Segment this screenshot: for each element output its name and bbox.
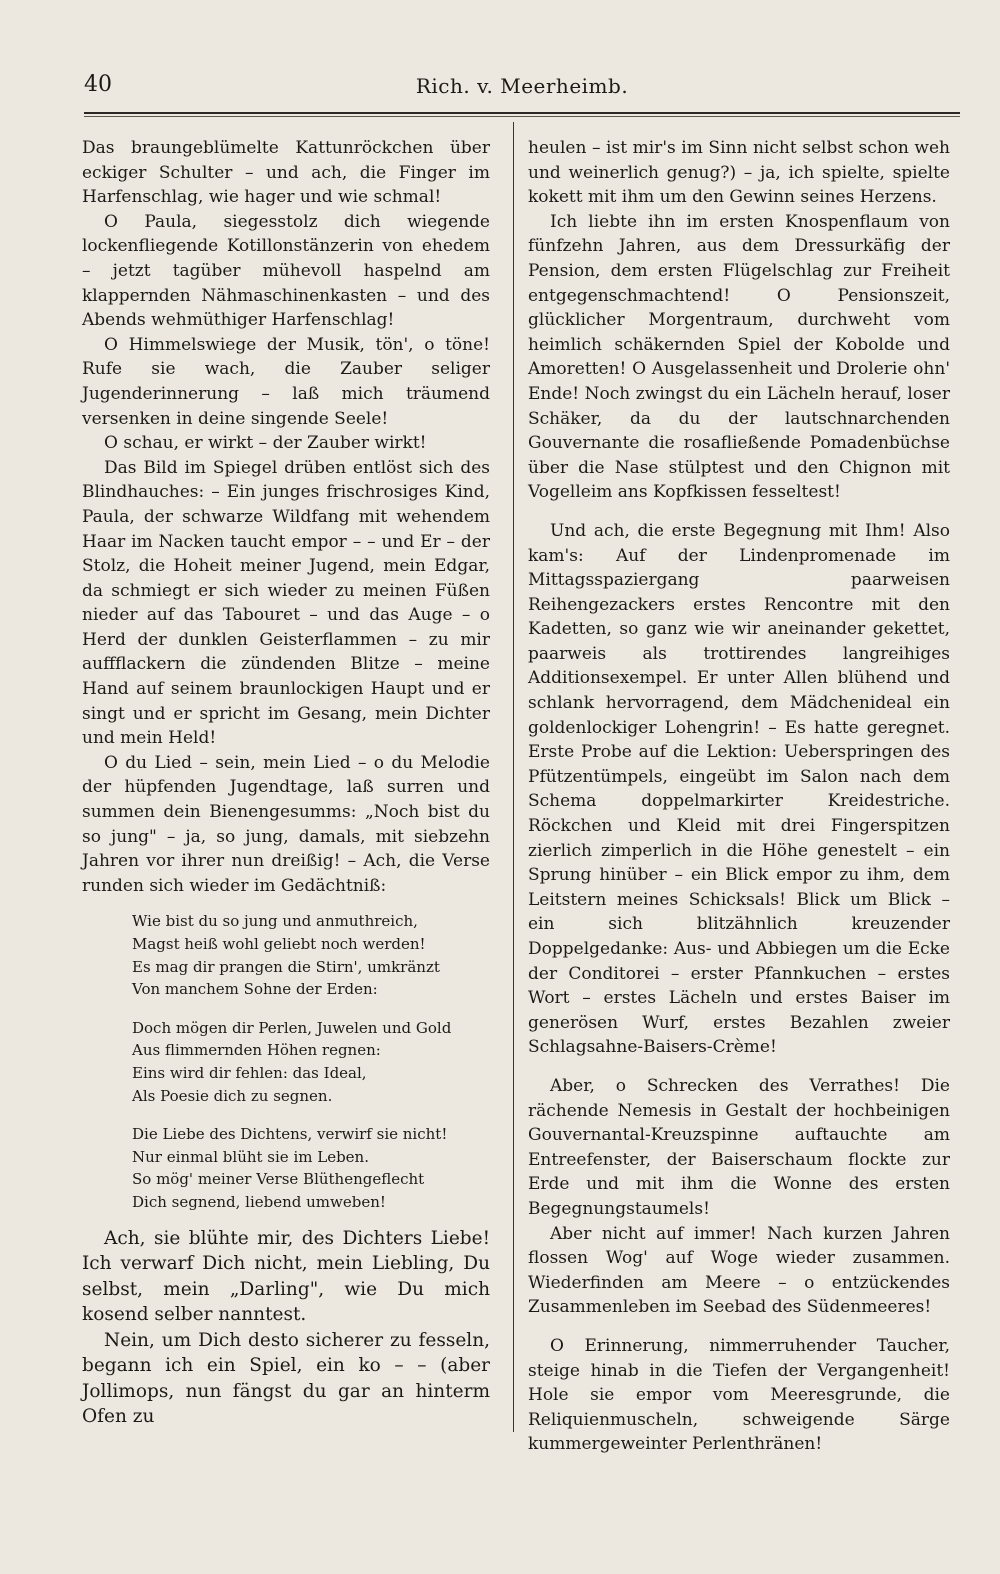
poem-stanza: [132, 910, 490, 1000]
paragraph: Aber nicht auf immer! Nach kurzen Jahren flossen Wog' auf Woge wieder zusammen. Wiederfinden am Meere – o entzückendes Zusammenleben im Seebad des Südenmeeres!: [528, 1223, 950, 1318]
paragraph: Ich liebte ihn im ersten Knospenflaum von fünfzehn Jahren, aus dem Dressurkäfig der Pension, dem ersten Flügelschlag zur Freiheit entgegenschmachtend! O Pensionszeit, glücklicher Morgentraum, durchweht vom heimlich schäkernden Spiel der Kobolde und Amoretten! O Ausgelassenheit und Drolerie ohn' Ende! Noch zwingst du ein Lächeln herauf, loser Schäker, da du der lautschnarchenden Gouvernante die rosafließende Pomadenbüchse über die Nase stülptest und den Chignon mit Vogelleim ans Kopfkissen fesseltest!: [528, 211, 950, 503]
poem-stanza: [132, 1123, 490, 1213]
paragraph: heulen – ist mir's im Sinn nicht selbst schon weh und weinerlich genug?) – ja, ich spielte, spielte kokett mit ihm um den Gewinn seines Herzens.: [528, 138, 950, 208]
poem-line: Doch mögen dir Perlen, Juwelen und Gold: [132, 1018, 452, 1037]
column-divider: [513, 122, 514, 1432]
poem-line: So mög' meiner Verse Blüthengeflecht: [132, 1170, 425, 1189]
poem-line: Von manchem Sohne der Erden:: [132, 980, 378, 999]
poem-line: Eins wird dir fehlen: das Ideal,: [132, 1063, 367, 1082]
poem-line: Die Liebe des Dichtens, verwirf sie nicht!: [132, 1125, 448, 1144]
poem-line: Es mag dir prangen die Stirn', umkränzt: [132, 957, 440, 976]
poem-line: Dich segnend, liebend umweben!: [132, 1192, 386, 1211]
paragraph: Und ach, die erste Begegnung mit Ihm! Also kam's: Auf der Lindenpromenade im Mittagsspaziergang paarweisen Reihengezackers erstes Rencontre mit den Kadetten, so ganz wie wir aneinander gekettet, paarweis als trottirendes langreihiges Additionsexempel. Er unter Allen blühend und schlank hervorragend, dem Mädchenideal ein goldenlockiger Lohengrin! – Es hatte geregnet. Erste Probe auf die Lektion: Ueberspringen des Pfützentümpels, eingeübt im Salon nach dem Schema doppelmarkirter Kreidestriche. Röckchen und Kleid mit drei Fingerspitzen zierlich zimperlich in die Höhe genestelt – ein Sprung hinüber – ein Blick empor zu ihm, dem Leitstern meines Schicksals! Blick um Blick – ein sich blitzähnlich kreuzender Doppelgedanke: Aus- und Abbiegen um die Ecke der Conditorei – erster Pfannkuchen – erstes Wort – erstes Lächeln und erstes Baiser im generösen Wurf, erstes Bezahlen zweier Schlagsahne-Baisers-Crème!: [528, 520, 950, 1058]
left-column: [82, 136, 490, 1430]
paragraph: O Erinnerung, nimmerruhender Taucher, steige hinab in die Tiefen der Vergangenheit! Hole sie empor vom Meeresgrunde, die Reliquienmuscheln, schweigende Särge kummergeweinter Perlenthränen!: [528, 1335, 950, 1455]
paragraph: Das braungeblümelte Kattunröckchen über eckiger Schulter – und ach, die Finger im Harfenschlag, wie hager und wie schmal!: [82, 138, 490, 208]
header-rule: [84, 112, 960, 117]
paragraph: Das Bild im Spiegel drüben entlöst sich des Blindhauches: – Ein junges frischrosiges Kind, Paula, der schwarze Wildfang mit wehendem Haar im Nacken taucht empor – – und Er – der Stolz, die Hoheit meiner Jugend, mein Edgar, da schmiegt er sich wieder zu meinen Füßen nieder auf das Tabouret – und das Auge – o Herd der dunklen Geisterflammen – zu mir auffflackern die zündenden Blitze – meine Hand auf seinem braunlockigen Haupt und er singt und er spricht im Gesang, mein Dichter und mein Held!: [82, 457, 490, 749]
poem-line: Wie bist du so jung und anmuthreich,: [132, 912, 418, 931]
page-header: [84, 70, 960, 110]
poem-line: Nur einmal blüht sie im Leben.: [132, 1147, 369, 1166]
poem-stanza: [132, 1017, 490, 1107]
paragraph: O Himmelswiege der Musik, tön', o töne! Rufe sie wach, die Zauber seliger Jugenderinnerung – laß mich träumend versenken in deine singende Seele!: [82, 334, 490, 429]
paragraph: Nein, um Dich desto sicherer zu fesseln, begann ich ein Spiel, ein ko – – (aber Jollimops, nun fängst du gar an hinterm Ofen zu: [82, 1329, 490, 1428]
poem-line: Aus flimmernden Höhen regnen:: [132, 1041, 381, 1060]
paragraph: O Paula, siegesstolz dich wiegende lockenfliegende Kotillonstänzerin von ehedem – jetzt tagüber mühevoll haspelnd am klappernden Nähmaschinenkasten – und des Abends wehmüthiger Harfenschlag!: [82, 211, 490, 331]
paragraph: Aber, o Schrecken des Verrathes! Die rächende Nemesis in Gestalt der hochbeinigen Gouvernantal-Kreuzspinne auftauchte am Entreefenster, der Baiserschaum flockte zur Erde und mit ihm die Wonne des ersten Begegnungstaumels!: [528, 1075, 950, 1219]
page-number: 40: [84, 72, 112, 97]
poem: [132, 910, 490, 1213]
right-column: [528, 136, 950, 1457]
poem-line: Als Poesie dich zu segnen.: [132, 1086, 333, 1105]
paragraph: O du Lied – sein, mein Lied – o du Melodie der hüpfenden Jugendtage, laß surren und summen dein Bienengesumms: „Noch bist du so jung" – ja, so jung, damals, mit siebzehn Jahren vor ihrer nun dreißig! – Ach, die Verse runden sich wieder im Gedächtniß:: [82, 752, 490, 896]
poem-line: Magst heiß wohl geliebt noch werden!: [132, 935, 426, 953]
running-title: Rich. v. Meerheimb.: [415, 74, 629, 98]
paragraph: O schau, er wirkt – der Zauber wirkt!: [104, 433, 427, 454]
paragraph: Ach, sie blühte mir, des Dichters Liebe! Ich verwarf Dich nicht, mein Liebling, Du selbst, mein „Darling", wie Du mich kosend selber nanntest.: [82, 1227, 490, 1326]
